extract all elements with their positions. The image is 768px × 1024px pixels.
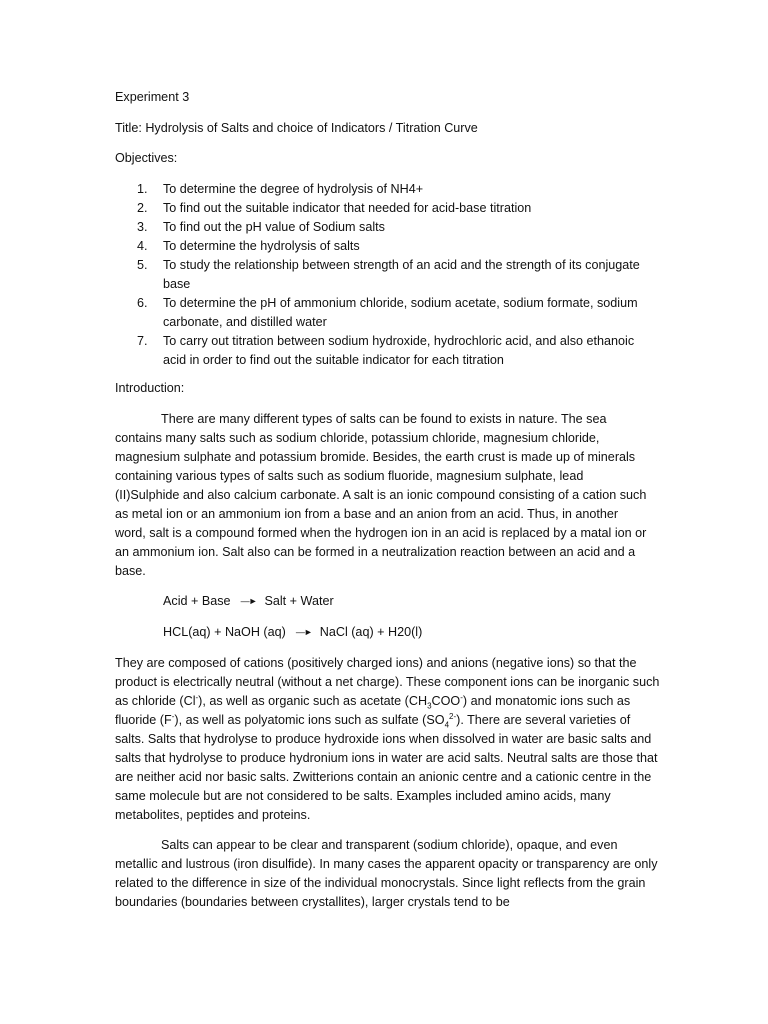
- list-text: To determine the hydrolysis of salts: [163, 239, 360, 253]
- equation-1-reactants: Acid + Base: [163, 594, 231, 608]
- list-text: To determine the degree of hydrolysis of NH4+: [163, 182, 424, 196]
- list-item: [115, 294, 660, 332]
- document-title: Title: Hydrolysis of Salts and choice of Indicators / Titration Curve: [115, 121, 478, 135]
- list-item: [115, 256, 660, 294]
- p2-text-a: They are composed of cations (positively charged ions) and anions (negative ions) so that the product is electrically neutral (without a net charge). These component ions can be inorganic such as chloride (Cl: [115, 656, 660, 708]
- equation-2-reactants: HCL(aq) + NaOH (aq): [163, 625, 286, 639]
- objectives-heading: Objectives:: [115, 151, 178, 165]
- list-number: 7.: [137, 334, 148, 348]
- list-text: To study the relationship between strength of an acid and the strength of its conjugate base: [163, 258, 640, 291]
- p2-text-f: ). There are several varieties of salts. Salts that hydrolyse to produce hydroxide ions when dissolved in water are basic salts and salts that hydrolyse to produce hydronium ions in water are acid salts. Neutral salts are those that are neither acid nor basic salts. Zwitterions contain an anionic centre and a cationic centre in the same molecule but are not considered to be salts. Examples included amino acids, many metabolites, peptides and proteins.: [115, 713, 658, 822]
- p2-sup-4: 2-: [449, 711, 457, 721]
- list-number: 5.: [137, 258, 148, 272]
- p2-text-d: ) and monatomic ions such as fluoride (F: [115, 694, 631, 727]
- list-number: 1.: [137, 182, 148, 196]
- equation-2: [163, 623, 422, 642]
- experiment-label: Experiment 3: [115, 90, 190, 104]
- list-item: [115, 332, 660, 370]
- intro-paragraph-2: [115, 654, 660, 825]
- list-number: 4.: [137, 239, 148, 253]
- list-item: [115, 237, 660, 256]
- p2-sup-3: -: [171, 711, 175, 721]
- arrow-icon: —►: [295, 627, 312, 637]
- p2-sup-2: -: [460, 692, 463, 702]
- equation-2-products: NaCl (aq) + H20(l): [319, 625, 423, 639]
- list-text: To determine the pH of ammonium chloride, sodium acetate, sodium formate, sodium carbonate, and distilled water: [163, 296, 638, 329]
- p2-sub-1: 3: [427, 701, 432, 711]
- p2-sup-1: -: [195, 692, 199, 702]
- intro-paragraph-3: Salts can appear to be clear and transparent (sodium chloride), opaque, and even metallic and lustrous (iron disulfide). In many cases the apparent opacity or transparency are only related to the difference in size of the individual monocrystals. Since light reflects from the grain boundaries (boundaries between crystallites), larger crystals tend to be: [115, 838, 658, 909]
- p2-text-c: COO: [431, 694, 461, 708]
- equation-1-products: Salt + Water: [264, 594, 334, 608]
- p2-text-b: ), as well as organic such as acetate (CH: [198, 694, 428, 708]
- p2-sub-2: 4: [444, 720, 450, 730]
- list-text: To find out the pH value of Sodium salts: [163, 220, 385, 234]
- p2-text-e: ), as well as polyatomic ions such as sulfate (SO: [174, 713, 445, 727]
- list-item: [115, 180, 660, 199]
- list-number: 2.: [137, 201, 148, 215]
- intro-paragraph-1: There are many different types of salts can be found to exists in nature. The sea contains many salts such as sodium chloride, potassium chloride, magnesium chloride, magnesium sulphate and potassium bromide. Besides, the earth crust is made up of minerals containing various types of salts such as sodium fluoride, magnesium sulphate, lead (II)Sulphide and also calcium carbonate. A salt is an ionic compound consisting of a cation such as metal ion or an ammonium ion from a base and an anion from an acid. Thus, in another word, salt is a compound formed when the hydrogen ion in an acid is replaced by a matal ion or an ammonium ion. Salt also can be formed in a neutralization reaction between an acid and a base.: [115, 412, 647, 578]
- list-number: 3.: [137, 220, 148, 234]
- list-item: [115, 199, 660, 218]
- equation-1: [163, 592, 334, 611]
- list-item: [115, 218, 660, 237]
- objectives-list: [115, 180, 660, 370]
- list-number: 6.: [137, 296, 148, 310]
- list-text: To carry out titration between sodium hydroxide, hydrochloric acid, and also ethanoic acid in order to find out the suitable indicator for each titration: [163, 334, 635, 367]
- introduction-heading: Introduction:: [115, 381, 185, 395]
- arrow-icon: —►: [240, 596, 257, 606]
- list-text: To find out the suitable indicator that needed for acid-base titration: [163, 201, 532, 215]
